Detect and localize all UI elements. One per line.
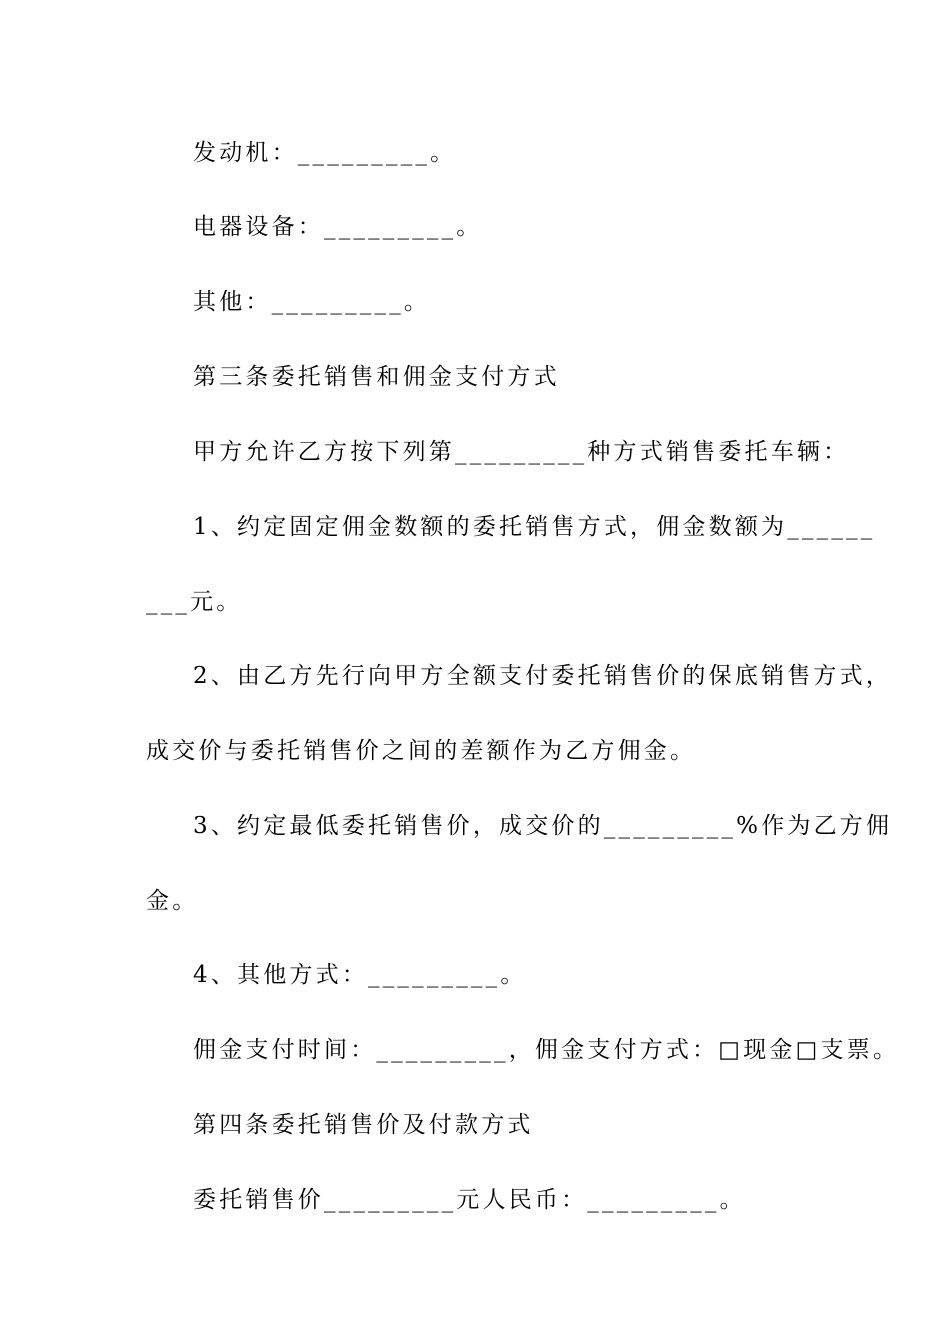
method-1-line: 1、约定固定佣金数额的委托销售方式，佣金数额为______: [193, 514, 876, 540]
method-3-continuation: 金。: [146, 888, 199, 914]
method-2-line: 2、由乙方先行向甲方全额支付委托销售价的保底销售方式，: [193, 663, 893, 689]
method-4-line: 4、其他方式：_________。: [193, 962, 527, 988]
consignment-price-line: 委托销售价_________元人民币：_________。: [193, 1187, 746, 1213]
method-3-line: 3、约定最低委托销售价，成交价的_________%作为乙方佣: [193, 813, 893, 839]
engine-line: 发动机：_________。: [193, 140, 457, 166]
commission-payment-line: 佣金支付时间：_________，佣金支付方式：□现金□支票。: [193, 1037, 900, 1063]
sales-method-intro: 甲方允许乙方按下列第_________种方式销售委托车辆：: [193, 439, 850, 465]
other-line: 其他：_________。: [193, 289, 431, 315]
electrical-equipment-line: 电器设备：_________。: [193, 214, 483, 240]
method-2-continuation: 成交价与委托销售价之间的差额作为乙方佣金。: [146, 738, 697, 764]
article-3-heading: 第三条委托销售和佣金支付方式: [193, 364, 560, 390]
article-4-heading: 第四条委托销售价及付款方式: [193, 1112, 534, 1138]
method-1-continuation: ___元。: [146, 589, 243, 615]
